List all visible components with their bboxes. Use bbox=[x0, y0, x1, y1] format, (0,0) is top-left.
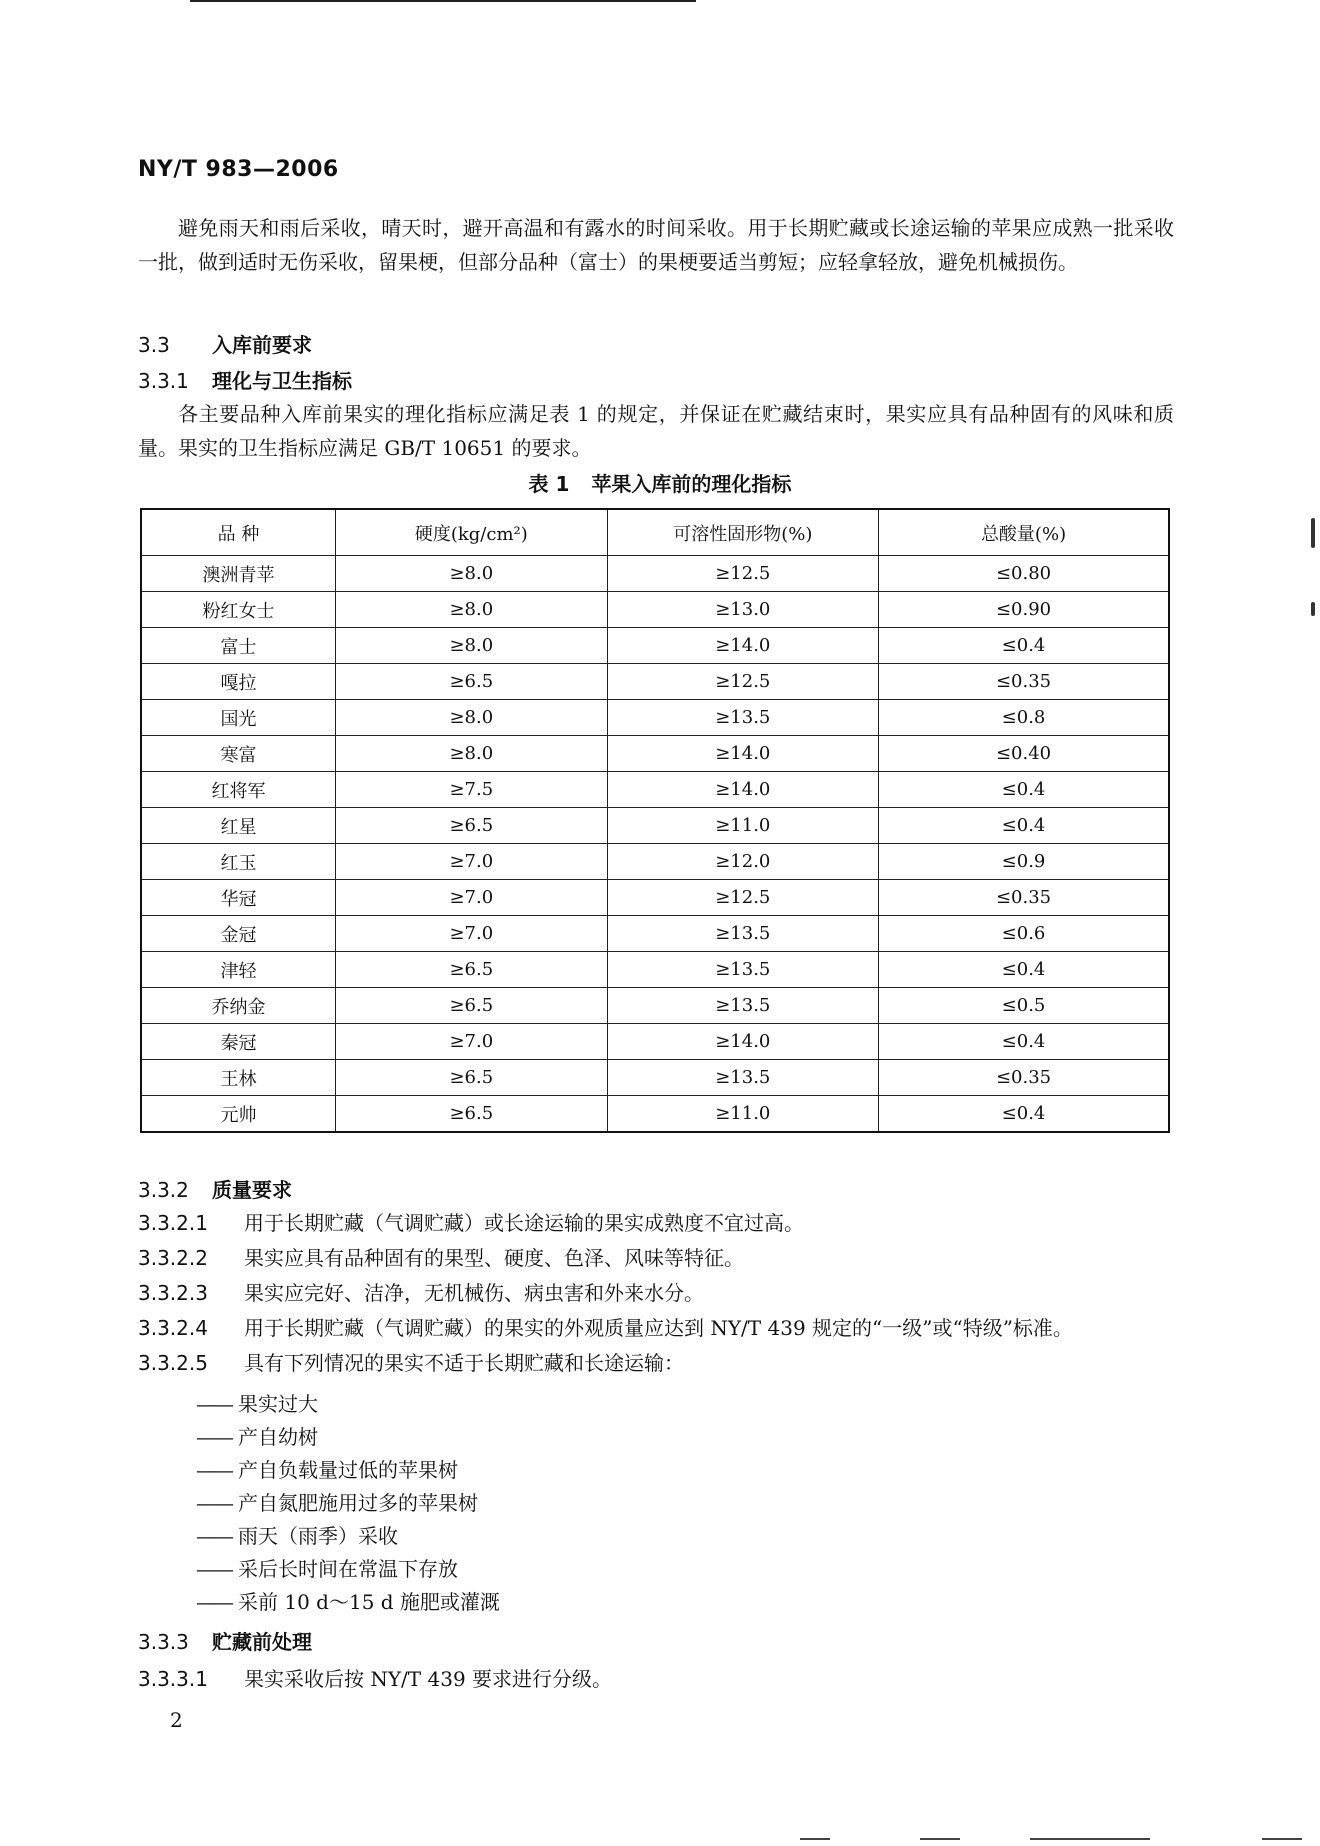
section-number: 3.3 bbox=[138, 333, 170, 357]
section-title: 入库前要求 bbox=[212, 333, 312, 357]
cell-total-acid: ≤0.4 bbox=[879, 628, 1169, 664]
table-row bbox=[141, 880, 1169, 916]
table-row bbox=[141, 664, 1169, 700]
cell-soluble-solids: ≥11.0 bbox=[607, 808, 878, 844]
clause-text: 具有下列情况的果实不适于长期贮藏和长途运输： bbox=[244, 1351, 684, 1375]
cell-soluble-solids: ≥12.5 bbox=[607, 664, 878, 700]
cell-firmness: ≥7.0 bbox=[336, 916, 608, 952]
bottom-rule bbox=[1030, 1838, 1150, 1840]
table-row bbox=[141, 808, 1169, 844]
dash-list-item: —— 产自幼树 bbox=[196, 1425, 318, 1449]
clause-number: 3.3.2.2 bbox=[138, 1246, 208, 1270]
bottom-rule bbox=[800, 1838, 830, 1840]
section-3-3-3-heading bbox=[138, 1626, 312, 1655]
cell-firmness: ≥7.0 bbox=[336, 1024, 608, 1060]
top-rule bbox=[190, 0, 696, 2]
table-row bbox=[141, 700, 1169, 736]
cell-total-acid: ≤0.35 bbox=[879, 664, 1169, 700]
cell-total-acid: ≤0.4 bbox=[879, 1096, 1169, 1133]
section-title: 理化与卫生指标 bbox=[212, 369, 352, 393]
dash-list-item: —— 产自负载量过低的苹果树 bbox=[196, 1458, 458, 1482]
cell-soluble-solids: ≥14.0 bbox=[607, 628, 878, 664]
cell-variety: 金冠 bbox=[141, 916, 336, 952]
standard-code: NY/T 983—2006 bbox=[138, 157, 339, 182]
dash-item-text: 雨天（雨季）采收 bbox=[238, 1524, 398, 1548]
clause-number: 3.3.2.3 bbox=[138, 1281, 208, 1305]
cell-total-acid: ≤0.4 bbox=[879, 952, 1169, 988]
cell-total-acid: ≤0.6 bbox=[879, 916, 1169, 952]
cell-variety: 嘎拉 bbox=[141, 664, 336, 700]
table-row bbox=[141, 556, 1169, 592]
section-number: 3.3.1 bbox=[138, 369, 189, 393]
dash-item-text: 产自氮肥施用过多的苹果树 bbox=[238, 1491, 478, 1515]
table-row bbox=[141, 628, 1169, 664]
header-firmness: 硬度(kg/cm²) bbox=[336, 509, 608, 556]
cell-variety: 元帅 bbox=[141, 1096, 336, 1133]
page-number: 2 bbox=[170, 1708, 183, 1732]
cell-soluble-solids: ≥14.0 bbox=[607, 1024, 878, 1060]
cell-firmness: ≥7.0 bbox=[336, 844, 608, 880]
cell-total-acid: ≤0.80 bbox=[879, 556, 1169, 592]
clause-3-3-2-2 bbox=[138, 1242, 744, 1271]
header-variety: 品 种 bbox=[141, 509, 336, 556]
bottom-rule bbox=[920, 1838, 960, 1840]
section-3-3-1-heading bbox=[138, 365, 352, 394]
section-3-3-heading bbox=[138, 329, 312, 358]
table-caption bbox=[0, 468, 1320, 497]
cell-firmness: ≥8.0 bbox=[336, 592, 608, 628]
cell-soluble-solids: ≥13.5 bbox=[607, 1060, 878, 1096]
table-row bbox=[141, 772, 1169, 808]
cell-firmness: ≥6.5 bbox=[336, 988, 608, 1024]
cell-variety: 津轻 bbox=[141, 952, 336, 988]
cell-soluble-solids: ≥13.5 bbox=[607, 700, 878, 736]
dash-item-text: 产自负载量过低的苹果树 bbox=[238, 1458, 458, 1482]
cell-variety: 王林 bbox=[141, 1060, 336, 1096]
table-row bbox=[141, 916, 1169, 952]
clause-3-3-3-1 bbox=[138, 1663, 612, 1692]
cell-firmness: ≥8.0 bbox=[336, 556, 608, 592]
cell-soluble-solids: ≥14.0 bbox=[607, 772, 878, 808]
section-number: 3.3.2 bbox=[138, 1178, 189, 1202]
clause-3-3-2-3 bbox=[138, 1277, 704, 1306]
cell-variety: 国光 bbox=[141, 700, 336, 736]
table-row bbox=[141, 1024, 1169, 1060]
clause-number: 3.3.2.4 bbox=[138, 1316, 208, 1340]
clause-text: 果实应完好、洁净，无机械伤、病虫害和外来水分。 bbox=[244, 1281, 704, 1305]
table-row bbox=[141, 952, 1169, 988]
header-total-acid: 总酸量(%) bbox=[879, 509, 1169, 556]
cell-firmness: ≥6.5 bbox=[336, 1060, 608, 1096]
dash-item-text: 采后长时间在常温下存放 bbox=[238, 1557, 458, 1581]
bottom-rule bbox=[1262, 1838, 1302, 1840]
cell-firmness: ≥7.0 bbox=[336, 880, 608, 916]
cell-total-acid: ≤0.8 bbox=[879, 700, 1169, 736]
cell-firmness: ≥6.5 bbox=[336, 664, 608, 700]
cell-firmness: ≥8.0 bbox=[336, 736, 608, 772]
dash-item-text: 采前 10 d～15 d 施肥或灌溉 bbox=[238, 1590, 500, 1614]
table-row bbox=[141, 736, 1169, 772]
section-title: 质量要求 bbox=[212, 1178, 292, 1202]
cell-variety: 华冠 bbox=[141, 880, 336, 916]
scan-edge-mark bbox=[1311, 518, 1315, 548]
cell-variety: 秦冠 bbox=[141, 1024, 336, 1060]
clause-number: 3.3.3.1 bbox=[138, 1667, 208, 1691]
clause-text: 用于长期贮藏（气调贮藏）的果实的外观质量应达到 NY/T 439 规定的“一级”或“特级”标准。 bbox=[244, 1316, 1073, 1340]
dash-list-item: —— 果实过大 bbox=[196, 1392, 318, 1416]
cell-firmness: ≥8.0 bbox=[336, 628, 608, 664]
cell-variety: 红玉 bbox=[141, 844, 336, 880]
cell-soluble-solids: ≥12.5 bbox=[607, 880, 878, 916]
table-row bbox=[141, 1096, 1169, 1133]
cell-soluble-solids: ≥12.5 bbox=[607, 556, 878, 592]
cell-total-acid: ≤0.40 bbox=[879, 736, 1169, 772]
table-caption-title: 苹果入库前的理化指标 bbox=[591, 472, 792, 496]
cell-soluble-solids: ≥11.0 bbox=[607, 1096, 878, 1133]
table-caption-label: 表 1 bbox=[528, 472, 570, 496]
clause-3-3-2-1 bbox=[138, 1207, 804, 1236]
cell-total-acid: ≤0.35 bbox=[879, 880, 1169, 916]
cell-total-acid: ≤0.4 bbox=[879, 808, 1169, 844]
clause-number: 3.3.2.1 bbox=[138, 1211, 208, 1235]
dash-item-text: 果实过大 bbox=[238, 1392, 318, 1416]
cell-total-acid: ≤0.35 bbox=[879, 1060, 1169, 1096]
clause-3-3-2-4 bbox=[138, 1312, 1073, 1341]
cell-variety: 富士 bbox=[141, 628, 336, 664]
dash-list-item: —— 采前 10 d～15 d 施肥或灌溉 bbox=[196, 1590, 500, 1614]
cell-firmness: ≥8.0 bbox=[336, 700, 608, 736]
table-row bbox=[141, 592, 1169, 628]
table-body bbox=[141, 556, 1169, 1133]
cell-total-acid: ≤0.9 bbox=[879, 844, 1169, 880]
dash-item-text: 产自幼树 bbox=[238, 1425, 318, 1449]
cell-firmness: ≥7.5 bbox=[336, 772, 608, 808]
cell-firmness: ≥6.5 bbox=[336, 808, 608, 844]
section-title: 贮藏前处理 bbox=[212, 1630, 312, 1654]
cell-soluble-solids: ≥13.0 bbox=[607, 592, 878, 628]
table-row bbox=[141, 1060, 1169, 1096]
cell-total-acid: ≤0.90 bbox=[879, 592, 1169, 628]
clause-text: 果实采收后按 NY/T 439 要求进行分级。 bbox=[244, 1667, 613, 1691]
cell-total-acid: ≤0.4 bbox=[879, 1024, 1169, 1060]
dash-list-item: —— 采后长时间在常温下存放 bbox=[196, 1557, 458, 1581]
cell-variety: 寒富 bbox=[141, 736, 336, 772]
intro-paragraph: 避免雨天和雨后采收，晴天时，避开高温和有露水的时间采收。用于长期贮藏或长途运输的苹果应成熟一批采收一批，做到适时无伤采收，留果梗，但部分品种（富士）的果梗要适当剪短；应轻拿轻放，避免机械损伤。 bbox=[138, 216, 1174, 274]
clause-text: 果实应具有品种固有的果型、硬度、色泽、风味等特征。 bbox=[244, 1246, 744, 1270]
table-row bbox=[141, 844, 1169, 880]
cell-soluble-solids: ≥13.5 bbox=[607, 916, 878, 952]
clause-number: 3.3.2.5 bbox=[138, 1351, 208, 1375]
cell-firmness: ≥6.5 bbox=[336, 952, 608, 988]
cell-firmness: ≥6.5 bbox=[336, 1096, 608, 1133]
cell-total-acid: ≤0.4 bbox=[879, 772, 1169, 808]
cell-variety: 澳洲青苹 bbox=[141, 556, 336, 592]
cell-variety: 红星 bbox=[141, 808, 336, 844]
cell-total-acid: ≤0.5 bbox=[879, 988, 1169, 1024]
cell-variety: 粉红女士 bbox=[141, 592, 336, 628]
cell-soluble-solids: ≥13.5 bbox=[607, 988, 878, 1024]
scan-edge-mark bbox=[1311, 602, 1315, 616]
section-3-3-1-paragraph: 各主要品种入库前果实的理化指标应满足表 1 的规定，并保证在贮藏结束时，果实应具有品种固有的风味和质量。果实的卫生指标应满足 GB/T 10651 的要求。 bbox=[138, 402, 1174, 460]
table-row bbox=[141, 988, 1169, 1024]
physicochemical-table bbox=[140, 508, 1170, 1133]
table-header-row bbox=[141, 509, 1169, 556]
section-3-3-2-heading bbox=[138, 1174, 292, 1203]
clause-3-3-2-5 bbox=[138, 1347, 684, 1376]
dash-list-item: —— 产自氮肥施用过多的苹果树 bbox=[196, 1491, 478, 1515]
cell-soluble-solids: ≥13.5 bbox=[607, 952, 878, 988]
header-soluble-solids: 可溶性固形物(%) bbox=[607, 509, 878, 556]
clause-text: 用于长期贮藏（气调贮藏）或长途运输的果实成熟度不宜过高。 bbox=[244, 1211, 804, 1235]
section-number: 3.3.3 bbox=[138, 1630, 189, 1654]
cell-variety: 乔纳金 bbox=[141, 988, 336, 1024]
dash-list-item: —— 雨天（雨季）采收 bbox=[196, 1524, 398, 1548]
cell-soluble-solids: ≥12.0 bbox=[607, 844, 878, 880]
cell-soluble-solids: ≥14.0 bbox=[607, 736, 878, 772]
cell-variety: 红将军 bbox=[141, 772, 336, 808]
